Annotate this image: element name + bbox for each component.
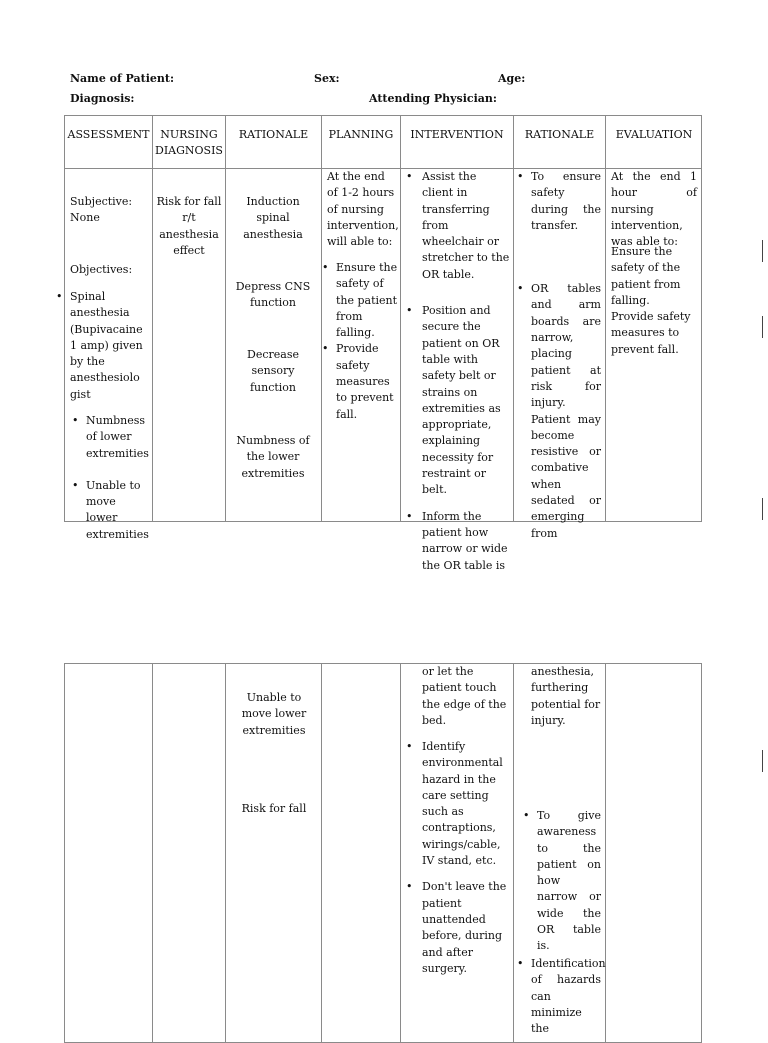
- rationale2-list-3: [531, 956, 606, 1037]
- list-item: • Numbness of lower extremities: [86, 413, 148, 462]
- patient-name-label: Name of Patient:: [70, 72, 175, 85]
- rationale-item: Induction spinal anesthesia: [243, 195, 303, 241]
- list-item: • Ensure the safety of the patient from falling.: [336, 260, 398, 341]
- column-header-evaluation: EVALUATION: [615, 128, 693, 141]
- list-item: Provide safety measures to prevent fall.: [611, 310, 691, 356]
- list-item: • Assist the client in transferring from wheelchair or stretcher to the OR table.: [422, 169, 510, 283]
- list-item: • Identify environmental hazard in the care setting such as contraptions, wirings/cable, IV stand, etc.: [422, 739, 510, 869]
- list-item: • Identification of hazards can minimize the: [531, 956, 601, 1037]
- column-header-intervention: INTERVENTION: [410, 128, 504, 141]
- edge-mark: [762, 316, 768, 338]
- rationale-item: Risk for fall: [241, 802, 307, 815]
- assessment-subjective: Subjective: None: [70, 195, 133, 225]
- planning-list: [336, 260, 398, 423]
- list-item: • Provide safety measures to prevent fall.: [336, 341, 398, 422]
- list-item: • To give awareness to the patient on how narrow or wide the OR table is.: [537, 808, 601, 955]
- column-header-planning: PLANNING: [328, 128, 394, 141]
- rationale-item: Decrease sensory function: [247, 348, 299, 394]
- diagnosis-label: Diagnosis:: [70, 92, 135, 105]
- list-item: • Position and secure the patient on OR table with safety belt or strains on extremities as appropriate, explaining necessity for restraint or belt.: [422, 303, 510, 499]
- column-header-nursing-diagnosis: NURSING DIAGNOSIS: [155, 128, 223, 158]
- list-item: • Inform the patient how narrow or wide the OR table is: [422, 509, 510, 574]
- list-item: • Unable to move lower extremities: [86, 478, 148, 543]
- intervention-list-2: [422, 739, 510, 977]
- planning-intro: At the end of 1-2 hours of nursing intervention, will able to:: [327, 170, 399, 249]
- rationale2-list-2: [537, 808, 601, 955]
- intervention-list: [422, 169, 510, 574]
- edge-mark: [762, 240, 768, 262]
- column-header-assessment: ASSESSMENT: [67, 128, 150, 141]
- sex-label: Sex:: [314, 72, 340, 85]
- rationale-item: Numbness of the lower extremities: [236, 434, 310, 480]
- assessment-objectives-list: [70, 289, 148, 403]
- rationale-item: Unable to move lower extremities: [241, 691, 307, 737]
- care-plan-table-page1: [64, 115, 702, 572]
- assessment-objectives-label: Objectives:: [70, 263, 133, 276]
- column-header-rationale: RATIONALE: [238, 128, 309, 141]
- list-item: • OR tables and arm boards are narrow, placing patient at risk for injury. Patient may become resistive or combative when sedated or emerging from: [531, 281, 601, 542]
- list-item: Ensure the safety of the patient from falling.: [611, 245, 681, 307]
- intervention-continued: or let the patient touch the edge of the bed.: [422, 665, 507, 727]
- rationale2-list: [531, 169, 601, 542]
- edge-mark: [762, 498, 768, 520]
- list-item: • Don't leave the patient unattended before, during and after surgery.: [422, 879, 510, 977]
- edge-mark: [762, 750, 768, 772]
- rationale-item: Depress CNS function: [235, 280, 311, 310]
- evaluation-list: [611, 244, 697, 358]
- attending-physician-label: Attending Physician:: [369, 92, 497, 105]
- list-item: • To ensure safety during the transfer.: [531, 169, 601, 234]
- care-plan-table-page2: [64, 663, 702, 1043]
- assessment-objectives-list-2: [86, 413, 148, 543]
- column-header-rationale-2: RATIONALE: [524, 128, 595, 141]
- rationale2-continued: anesthesia, furthering potential for injury.: [531, 665, 601, 727]
- list-item: • Spinal anesthesia (Bupivacaine 1 amp) given by the anesthesiolo gist: [70, 289, 148, 403]
- age-label: Age:: [498, 72, 526, 85]
- nursing-diagnosis-text: Risk for fall r/t anesthesia effect: [156, 195, 222, 257]
- evaluation-intro: At the end 1 hour of nursing intervention, was able to:: [611, 170, 697, 249]
